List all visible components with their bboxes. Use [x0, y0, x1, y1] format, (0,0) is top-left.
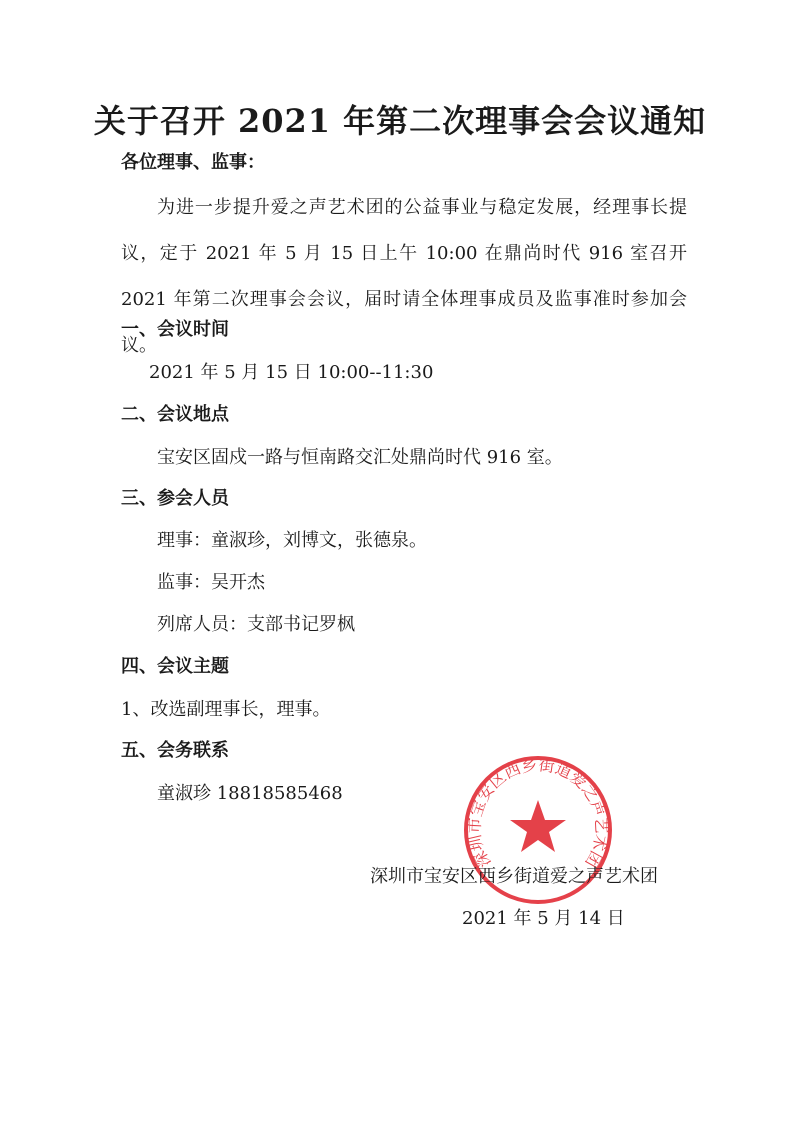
seal-text: 深圳市宝安区西乡街道爱之声艺术团: [464, 755, 612, 871]
page-title: 关于召开 2021 年第二次理事会会议通知: [93, 102, 707, 140]
salutation: 各位理事、监事：: [121, 152, 265, 173]
signature-date: 2021 年 5 月 14 日: [462, 908, 625, 929]
meeting-location: 宝安区固戍一路与恒南路交汇处鼎尚时代 916 室。: [157, 447, 563, 468]
signature-organization: 深圳市宝安区西乡街道爱之声艺术团: [370, 866, 658, 887]
section-location-heading: 二、会议地点: [121, 404, 229, 425]
attendees-observer: 列席人员：支部书记罗枫: [157, 614, 355, 635]
attendees-directors: 理事：童淑珍，刘博文，张德泉。: [157, 530, 427, 551]
section-time-heading: 一、会议时间: [121, 319, 229, 340]
star-icon: [510, 800, 566, 852]
section-contact-heading: 五、会务联系: [121, 740, 229, 761]
attendees-supervisor: 监事：吴开杰: [157, 572, 265, 593]
section-attendees-heading: 三、参会人员: [121, 488, 229, 509]
contact-info: 童淑珍 18818585468: [157, 783, 343, 804]
topic-item-1: 1、改选副理事长，理事。: [121, 699, 331, 720]
intro-paragraph: 为进一步提升爱之声艺术团的公益事业与稳定发展，经理事长提议，定于 2021 年 5 月 15 日上午 10:00 在鼎尚时代 916 室召开 2021 年第二次理事会会议，届时请全体理事成员及监事准时参加会议。: [121, 197, 687, 356]
meeting-time: 2021 年 5 月 15 日 10:00--11:30: [149, 362, 434, 383]
section-topic-heading: 四、会议主题: [121, 656, 229, 677]
